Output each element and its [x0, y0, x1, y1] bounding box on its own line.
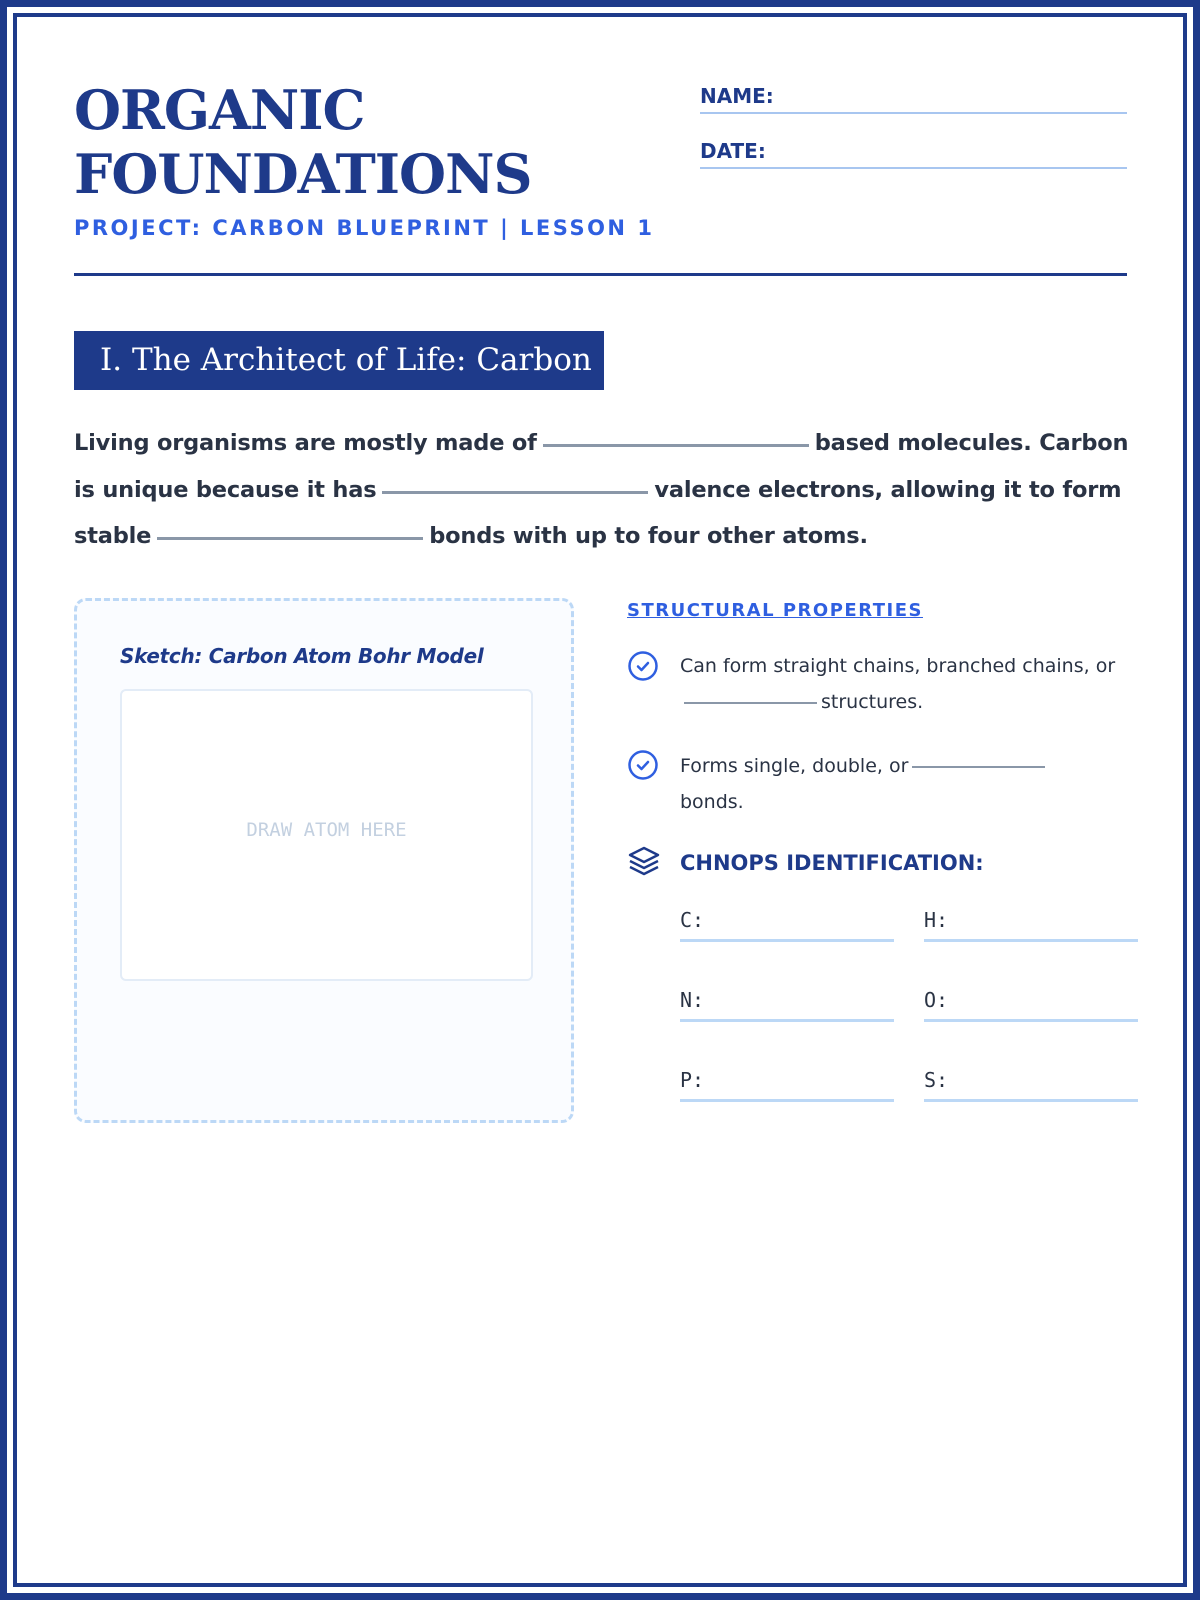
property-item-1: [680, 648, 1130, 720]
sketch-title: Sketch: Carbon Atom Bohr Model: [120, 644, 484, 668]
sketch-panel: [74, 598, 574, 1123]
property-item-2: [680, 748, 1130, 820]
element-label-n: N:: [680, 988, 705, 1012]
header-divider: [74, 273, 1127, 276]
element-field-h[interactable]: [924, 908, 1138, 942]
properties-heading: STRUCTURAL PROPERTIES: [627, 600, 923, 621]
title-line-2: FOUNDATIONS: [74, 142, 532, 206]
date-field[interactable]: [700, 137, 1127, 169]
blank-line-2[interactable]: [382, 491, 648, 494]
blank-line-1[interactable]: [543, 444, 809, 447]
draw-area[interactable]: [120, 689, 533, 981]
element-field-s[interactable]: [924, 1068, 1138, 1102]
worksheet-title: [74, 78, 634, 206]
property-1-text-end: structures.: [821, 691, 924, 713]
layers-icon: [627, 844, 661, 878]
property-1-text: Can form straight chains, branched chains, or: [680, 655, 1116, 677]
fill-in-paragraph: [74, 420, 1134, 560]
property-2-text-end: bonds.: [680, 791, 744, 813]
section-heading: I. The Architect of Life: Carbon: [74, 331, 604, 390]
name-label: NAME:: [700, 84, 774, 108]
date-label: DATE:: [700, 139, 766, 163]
element-label-p: P:: [680, 1068, 705, 1092]
element-label-s: S:: [924, 1068, 949, 1092]
property-2-blank[interactable]: [912, 766, 1045, 768]
draw-hint: DRAW ATOM HERE: [246, 819, 407, 841]
paragraph-text-2: based molecules. Carbon is unique because it has: [74, 430, 1129, 503]
element-label-c: C:: [680, 908, 705, 932]
paragraph-text-3: valence electrons, allowing it to form stable: [74, 476, 1122, 549]
check-circle-icon: [627, 650, 659, 682]
element-field-c[interactable]: [680, 908, 894, 942]
project-subtitle: PROJECT: CARBON BLUEPRINT | LESSON 1: [74, 216, 655, 240]
property-1-blank[interactable]: [684, 702, 817, 704]
paragraph-text-4: bonds with up to four other atoms.: [429, 523, 868, 549]
element-label-h: H:: [924, 908, 949, 932]
element-field-o[interactable]: [924, 988, 1138, 1022]
chnops-heading: CHNOPS IDENTIFICATION:: [680, 851, 984, 875]
blank-line-3[interactable]: [157, 537, 423, 540]
element-field-p[interactable]: [680, 1068, 894, 1102]
check-circle-icon: [627, 749, 659, 781]
element-label-o: O:: [924, 988, 949, 1012]
name-field[interactable]: [700, 82, 1127, 114]
paragraph-text-1: Living organisms are mostly made of: [74, 430, 537, 456]
title-line-1: ORGANIC: [74, 78, 365, 142]
property-2-text: Forms single, double, or: [680, 755, 909, 777]
element-field-n[interactable]: [680, 988, 894, 1022]
